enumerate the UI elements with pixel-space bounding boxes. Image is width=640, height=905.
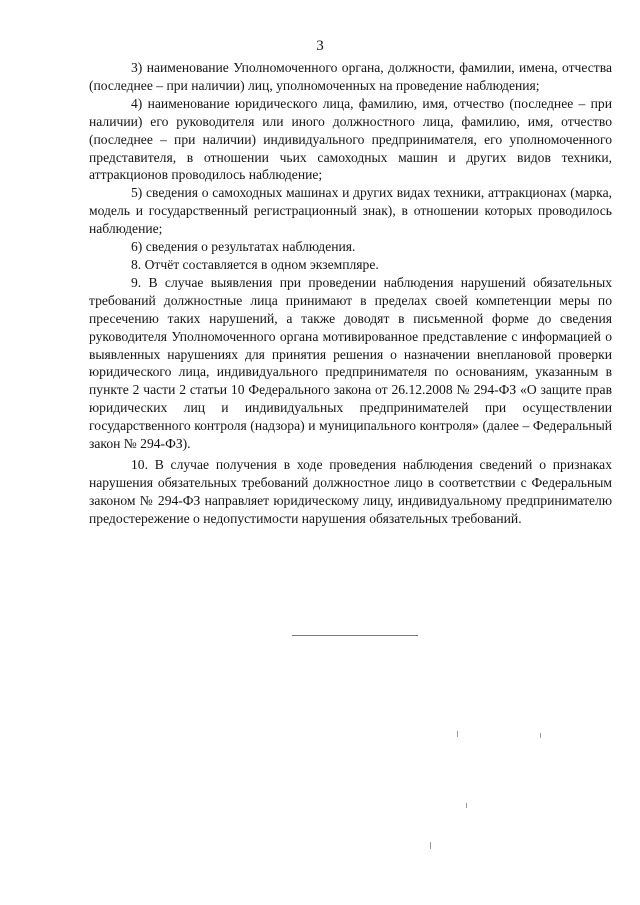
scan-speck xyxy=(457,731,458,737)
paragraph-clause-10: 10. В случае получения в ходе проведения наблюдения сведений о признаках нарушения обязательных требований должностное лицо в соответствии с Федеральным законом № 294-ФЗ направляет юридическому лицу, индивидуальному предпринимателю предостережение о недопустимости нарушения обязательных требований. xyxy=(89,456,612,526)
paragraph-clause-8: 8. Отчёт составляется в одном экземпляре. xyxy=(131,256,379,272)
paragraph-item-4: 4) наименование юридического лица, фамилию, имя, отчество (последнее – при наличии) его руководителя или иного должностного лица, фамилию, имя, отчество (последнее – при наличии) индивидуального предпринимателя, его уполномоченного представителя, в отношении чьих самоходных машин и других видов техники, аттракционов проводилось наблюдение; xyxy=(89,95,612,183)
paragraph-clause-9: 9. В случае выявления при проведении наблюдения нарушений обязательных требований должностные лица принимают в пределах своей компетенции меры по пресечению таких нарушений, а также доводят в письменной форме до сведения руководителя Уполномоченного органа мотивированное представление с информацией о выявленных нарушениях для принятия решения о назначении внеплановой проверки юридического лица, индивидуального предпринимателя по основаниям, указанным в пункте 2 части 2 статьи 10 Федерального закона от 26.12.2008 № 294-ФЗ «О защите прав юридических лиц и индивидуальных предпринимателей при осуществлении государственного контроля (надзора) и муниципального контроля» (далее – Федеральный закон № 294-ФЗ). xyxy=(89,274,612,452)
scan-speck xyxy=(466,803,467,808)
scan-speck xyxy=(540,733,541,738)
paragraph-item-6: 6) сведения о результатах наблюдения. xyxy=(131,239,356,255)
page-number: 3 xyxy=(316,38,324,54)
paragraph-item-5: 5) сведения о самоходных машинах и других видах техники, аттракционах (марка, модель и государственный регистрационный знак), в отношении которых проводилось наблюдение; xyxy=(89,185,612,237)
paragraph-item-3: 3) наименование Уполномоченного органа, должности, фамилии, имена, отчества (последнее – при наличии) лиц, уполномоченных на проведение наблюдения; xyxy=(89,60,612,93)
closing-rule xyxy=(292,635,418,636)
document-body xyxy=(89,59,612,528)
scan-speck xyxy=(430,842,431,849)
